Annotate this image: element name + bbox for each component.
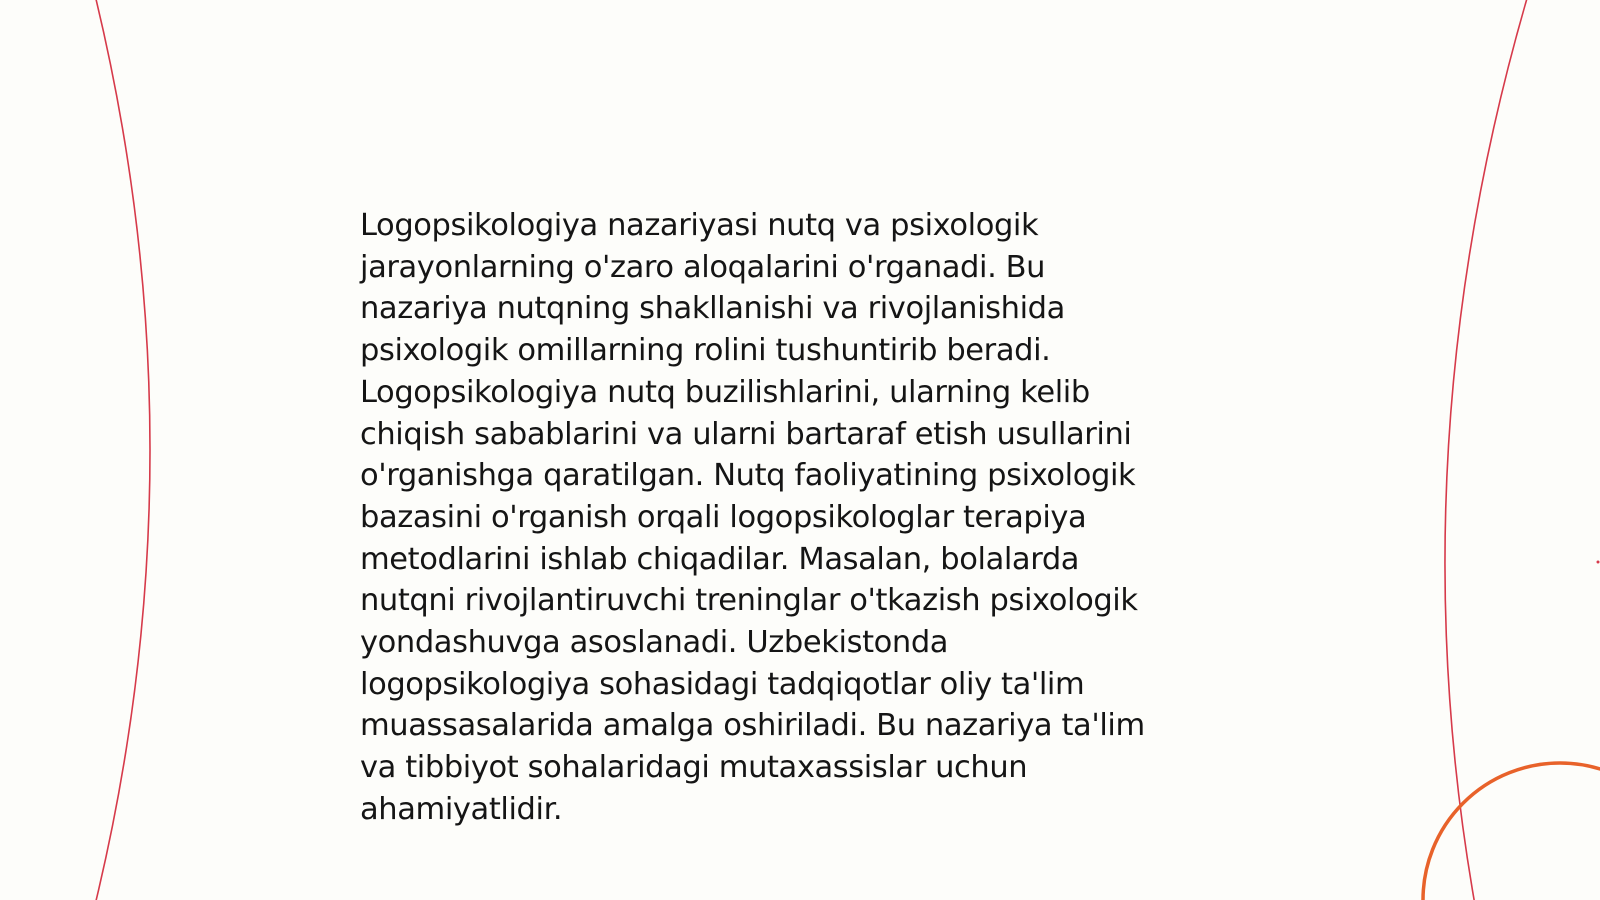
body-paragraph: Logopsikologiya nazariyasi nutq va psixologik jarayonlarning o'zaro aloqalarini o'rganadi. Bu nazariya nutqning shakllanishi va rivojlanishida psixologik omillarning rolini tushuntirib beradi. Logopsikologiya nutq buzilishlarini, ularning kelib chiqish sabablarini va ularni bartaraf etish usullarini o'rganishga qaratilgan. Nutq faoliyatining psixologik bazasini o'rganish orqali logopsikologlar terapiya metodlarini ishlab chiqadilar. Masalan, bolalarda nutqni rivojlantiruvchi treninglar o'tkazish psixologik yondashuvga asoslanadi. Uzbekistonda logopsikologiya sohasidagi tadqiqotlar oliy ta'lim muassasalarida amalga oshiriladi. Bu nazariya ta'lim va tibbiyot sohalaridagi mutaxassislar uchun ahamiyatlidir. — [360, 208, 1145, 827]
right-curve-line — [1445, 0, 1528, 900]
accent-circle-outline — [1423, 763, 1600, 900]
edge-dot — [1597, 561, 1600, 564]
left-curve-line — [95, 0, 150, 900]
